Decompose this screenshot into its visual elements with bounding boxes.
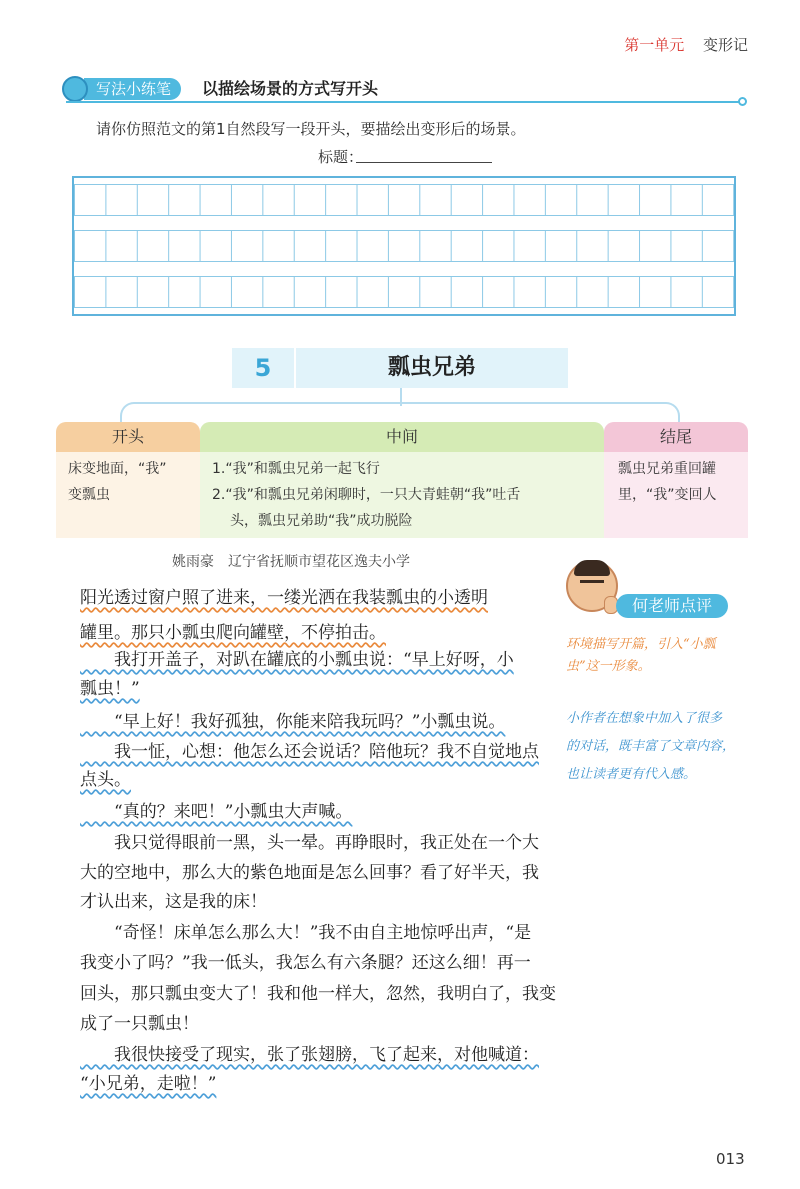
title-blank-line[interactable] <box>356 162 492 163</box>
comment-line: 环境描写开篇，引入“小瓢 <box>566 637 716 652</box>
essay-line: “真的？来吧！”小瓢虫大声喊。 <box>80 802 353 822</box>
writing-grid[interactable] <box>72 176 736 316</box>
essay-line: 我打开盖子，对趴在罐底的小瓢虫说：“早上好呀，小 <box>80 650 514 670</box>
grid-row[interactable] <box>74 230 734 262</box>
grid-row[interactable] <box>74 276 734 308</box>
banner-divider <box>66 101 742 103</box>
page-header <box>624 34 748 55</box>
comment-line: 小作者在想象中加入了很多 <box>566 711 723 726</box>
essay-line: 成了一只瓢虫！ <box>80 1014 199 1034</box>
essay-line: “小兄弟，走啦！” <box>80 1074 217 1094</box>
middle-text <box>212 456 520 534</box>
comment-line: 的对话，既丰富了文章内容， <box>566 739 736 754</box>
grid-row[interactable] <box>74 184 734 216</box>
middle-line: 2.“我”和瓢虫兄弟闲聊时，一只大青蛙朝“我”吐舌 <box>212 487 521 503</box>
title-label: 标题： <box>318 148 364 166</box>
comment-line: 也让读者更有代入感。 <box>566 767 697 782</box>
essay-line: 点头。 <box>80 770 131 790</box>
ending-line: 瓢虫兄弟重回罐 <box>618 461 716 477</box>
opening-line: 床变地面，“我” <box>68 461 167 477</box>
essay-line: 瓢虫！” <box>80 679 140 699</box>
middle-head: 中间 <box>200 422 604 452</box>
practice-subtitle: 以描绘场景的方式写开头 <box>202 79 379 98</box>
teacher-comment-2 <box>566 708 735 786</box>
lesson-title: 瓢虫兄弟 <box>387 355 476 380</box>
opening-text <box>68 456 167 508</box>
teacher-comment-1 <box>566 634 716 678</box>
avatar-glasses <box>580 580 604 586</box>
connector-arc <box>120 402 680 424</box>
ending-head: 结尾 <box>604 422 748 452</box>
essay-line: 我一怔，心想：他怎么还会说话？陪他玩？我不自觉地点 <box>80 742 539 762</box>
unit-title: 变形记 <box>702 36 748 54</box>
essay-line: 大的空地中，那么大的紫色地面是怎么回事？看了好半天，我 <box>80 863 539 883</box>
opening-head: 开头 <box>56 422 200 452</box>
page-number: 013 <box>716 1150 745 1168</box>
essay-line: 回头，那只瓢虫变大了！我和他一样大，忽然，我明白了，我变 <box>80 984 556 1004</box>
essay-line: “早上好！我好孤独，你能来陪我玩吗？”小瓢虫说。 <box>80 712 506 732</box>
teacher-comment-label: 何老师点评 <box>616 594 728 618</box>
unit-label: 第一单元 <box>624 36 685 54</box>
ending-line: 里，“我”变回人 <box>618 487 717 503</box>
practice-instruction: 请你仿照范文的第1自然段写一段开头，要描绘出变形后的场景。 <box>96 120 526 138</box>
essay-line: 我只觉得眼前一黑，头一晕。再睁眼时，我正处在一个大 <box>80 833 539 853</box>
middle-line: 头，瓢虫兄弟助“我”成功脱险 <box>230 513 413 529</box>
essay-line: 阳光透过窗户照了进来，一缕光洒在我装瓢虫的小透明 <box>80 588 488 608</box>
essay-line: 罐里。那只小瓢虫爬向罐壁，不停拍击。 <box>80 623 386 643</box>
essay-line: 我变小了吗？”我一低头，我怎么有六条腿？还这么细！再一 <box>80 953 531 973</box>
banner-end-dot <box>738 97 747 106</box>
comment-line: 虫”这一形象。 <box>566 659 651 674</box>
pen-icon <box>62 76 88 102</box>
ending-text <box>618 456 717 508</box>
avatar-hair <box>574 560 610 576</box>
opening-line: 变瓢虫 <box>68 487 110 503</box>
essay-line: “奇怪！床单怎么那么大！”我不由自主地惊呼出声，“是 <box>80 923 532 943</box>
essay-line: 才认出来，这是我的床！ <box>80 892 267 912</box>
essay-line: 我很快接受了现实，张了张翅膀，飞了起来，对他喊道： <box>80 1045 539 1065</box>
author-line: 姚雨豪 辽宁省抚顺市望花区逸夫小学 <box>172 554 410 570</box>
middle-line: 1.“我”和瓢虫兄弟一起飞行 <box>212 461 380 477</box>
lesson-number: 5 <box>254 354 272 382</box>
practice-label: 写法小练笔 <box>84 78 181 100</box>
